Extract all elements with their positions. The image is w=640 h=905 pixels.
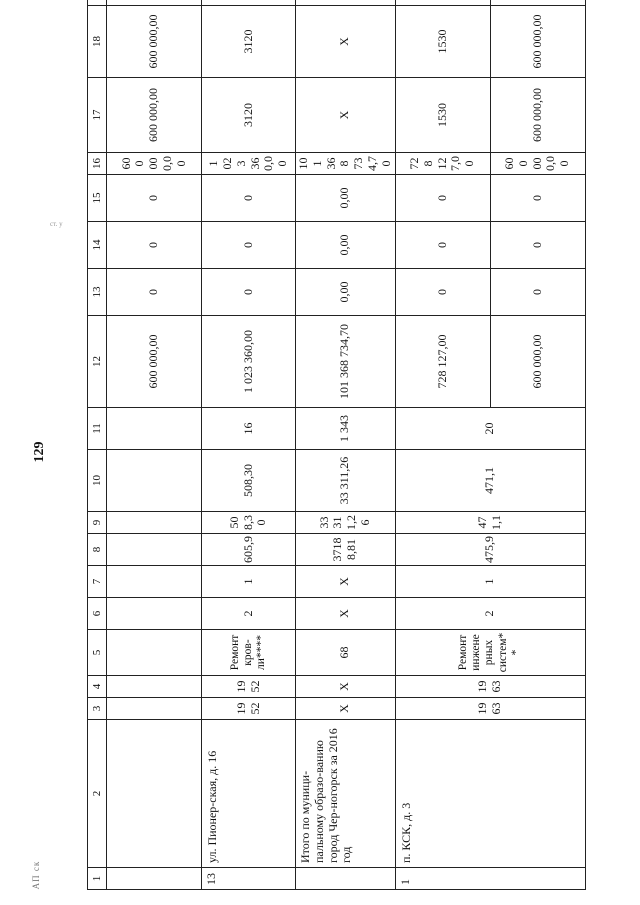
cell: 0: [395, 175, 490, 222]
repair-program-table: [87, 0, 586, 890]
cell: 600 000,00: [490, 153, 585, 175]
col-header: 7: [88, 566, 107, 598]
cell: [107, 598, 202, 630]
col-header: 10: [88, 450, 107, 512]
cell: [107, 676, 202, 698]
cell: 600 000,00: [107, 78, 202, 153]
cell: 600 000,00: [490, 78, 585, 153]
cell: 0: [490, 269, 585, 316]
cell: 20: [395, 408, 585, 450]
cell: 600 000,00: [107, 316, 202, 408]
cell: 37188,81: [296, 534, 396, 566]
cell: 2: [202, 598, 296, 630]
cell: 600 000,00: [490, 316, 585, 408]
cell: 1: [202, 566, 296, 598]
col-header: 16: [88, 153, 107, 175]
page-number: 129: [32, 441, 47, 463]
cell: 0: [107, 175, 202, 222]
cell: 0: [490, 175, 585, 222]
cell: [107, 512, 202, 534]
date-cell: [490, 0, 585, 6]
cell: [107, 450, 202, 512]
date-cell: [107, 0, 202, 6]
column-number-row: [88, 0, 107, 890]
row-number: [296, 868, 396, 890]
cell: [107, 566, 202, 598]
cell: 0: [490, 222, 585, 269]
cell: 0: [395, 222, 490, 269]
cell: X: [296, 6, 396, 78]
cell: X: [296, 78, 396, 153]
col-header: 17: [88, 78, 107, 153]
cell: [107, 408, 202, 450]
cell: 600 000,00: [107, 153, 202, 175]
cell: [107, 698, 202, 720]
total-label: Итого по муници-пальному образо-ванию город Чер-ногорск за 2016 год: [296, 720, 396, 868]
col-header: 14: [88, 222, 107, 269]
table-row: [202, 0, 296, 890]
cell: 475,9: [395, 534, 585, 566]
col-header: 6: [88, 598, 107, 630]
cell: 0: [202, 175, 296, 222]
margin-mark: ст. у: [50, 220, 63, 228]
cell: 0: [395, 269, 490, 316]
row-number: 13: [202, 868, 296, 890]
cell: 1 343: [296, 408, 396, 450]
cell: 101 368 734,70: [296, 316, 396, 408]
cell: 508,30: [202, 512, 296, 534]
cell: 1530: [395, 6, 490, 78]
table-holder: [87, 14, 581, 890]
cell: 0,00: [296, 175, 396, 222]
cell: 3120: [202, 6, 296, 78]
work-type-cell: Ремонт инженерных систем**: [395, 630, 585, 676]
col-header: 1: [88, 868, 107, 890]
col-header: 9: [88, 512, 107, 534]
table-row: [395, 0, 490, 890]
margin-stamp: АП ск: [31, 860, 41, 890]
cell: 728 127,00: [395, 153, 490, 175]
cell: 508,30: [202, 450, 296, 512]
cell: 3120: [202, 78, 296, 153]
work-type-cell: [107, 630, 202, 676]
cell: 471,1: [395, 512, 585, 534]
col-header: 11: [88, 408, 107, 450]
cell: 33 311,26: [296, 512, 396, 534]
cell: 1 023 360,00: [202, 153, 296, 175]
cell: 1952: [202, 676, 296, 698]
col-header: 15: [88, 175, 107, 222]
cell: 2: [395, 598, 585, 630]
date-cell: [202, 0, 296, 6]
col-header: 13: [88, 269, 107, 316]
cell: 605,9: [202, 534, 296, 566]
cell: 0,00: [296, 222, 396, 269]
cell: 1530: [395, 78, 490, 153]
address-cell: [107, 720, 202, 868]
cell: 600 000,00: [490, 6, 585, 78]
cell: 1952: [202, 698, 296, 720]
cell: 1963: [395, 676, 585, 698]
cell: 16: [202, 408, 296, 450]
cell: 101 368 734,70: [296, 153, 396, 175]
cell: 0: [202, 269, 296, 316]
cell: X: [296, 676, 396, 698]
cell: 0: [107, 269, 202, 316]
cell: X: [296, 698, 396, 720]
cell: X: [296, 598, 396, 630]
col-header: 3: [88, 698, 107, 720]
col-header: 18: [88, 6, 107, 78]
work-type-cell: Ремонт кров-ли****: [202, 630, 296, 676]
col-header: 5: [88, 630, 107, 676]
col-header: 8: [88, 534, 107, 566]
total-row: [296, 0, 396, 890]
col-header: [88, 0, 107, 6]
date-cell: [395, 0, 490, 6]
cell: [107, 534, 202, 566]
cell: 0: [202, 222, 296, 269]
cell: X: [296, 566, 396, 598]
cell: 0: [107, 222, 202, 269]
address-cell: п. КСК, д. 3: [395, 720, 585, 868]
address-cell: ул. Пионер-ская, д. 16: [202, 720, 296, 868]
cell: 1 023 360,00: [202, 316, 296, 408]
cell: 471,1: [395, 450, 585, 512]
row-number: [107, 868, 202, 890]
cell: 600 000,00: [107, 6, 202, 78]
cell: [296, 0, 396, 6]
col-header: 12: [88, 316, 107, 408]
col-header: 4: [88, 676, 107, 698]
rotated-table-wrapper: [87, 14, 581, 890]
cell: 1: [395, 566, 585, 598]
cell: 33 311,26: [296, 450, 396, 512]
cell: 0,00: [296, 269, 396, 316]
cell: 1963: [395, 698, 585, 720]
cell: 728 127,00: [395, 316, 490, 408]
cell: 68: [296, 630, 396, 676]
col-header: 2: [88, 720, 107, 868]
table-row: [107, 0, 202, 890]
row-number: 1: [395, 868, 585, 890]
